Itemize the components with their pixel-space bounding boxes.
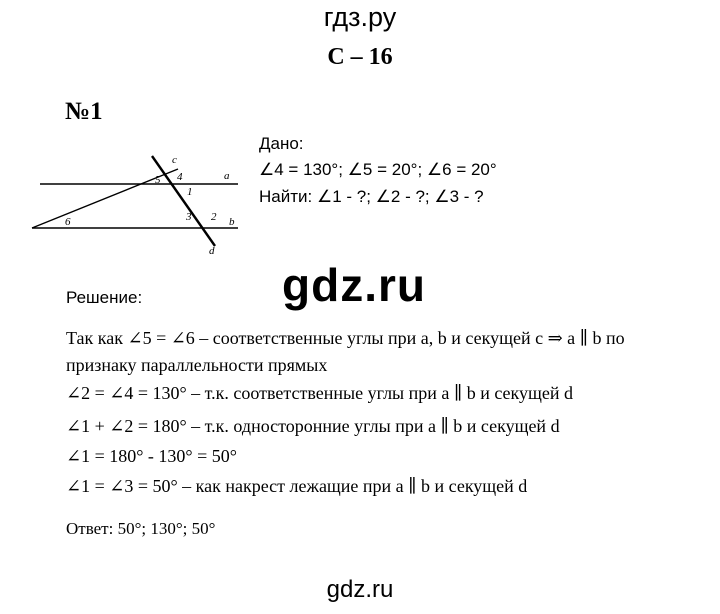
site-footer-text: gdz.ru bbox=[326, 576, 394, 603]
angle-label-2: 2 bbox=[211, 211, 217, 223]
solution-line: ∠1 = ∠3 = 50° – как накрест лежащие при a ∥ b и секущей d bbox=[66, 476, 528, 496]
label-d: d bbox=[209, 245, 215, 257]
secant-d bbox=[152, 156, 215, 246]
answer-text: Ответ: 50°; 130°; 50° bbox=[66, 519, 216, 538]
label-a: a bbox=[224, 170, 230, 182]
solution-line: ∠1 = 180° - 130° = 50° bbox=[66, 446, 237, 466]
find-values: Найти: ∠1 - ?; ∠2 - ?; ∠3 - ? bbox=[259, 187, 484, 206]
angle-label-3: 3 bbox=[186, 211, 192, 223]
solution-line: признаку параллельности прямых bbox=[66, 355, 328, 375]
watermark: gdz.ru bbox=[282, 259, 426, 311]
task-number: №1 bbox=[65, 98, 103, 125]
angle-label-1: 1 bbox=[187, 186, 193, 198]
angle-label-5: 5 bbox=[155, 174, 161, 186]
page-title: С – 16 bbox=[327, 44, 393, 70]
solution-label: Решение: bbox=[66, 288, 143, 307]
angle-label-6: 6 bbox=[65, 216, 71, 228]
solution-line: Так как ∠5 = ∠6 – соответственные углы при a, b и секущей c ⇒ a ∥ b по bbox=[66, 328, 625, 348]
given-values: ∠4 = 130°; ∠5 = 20°; ∠6 = 20° bbox=[259, 160, 497, 179]
label-b: b bbox=[229, 216, 235, 228]
angle-label-4: 4 bbox=[177, 171, 183, 183]
label-c: c bbox=[172, 154, 177, 166]
solution-line: ∠1 + ∠2 = 180° – т.к. односторонние углы при a ∥ b и секущей d bbox=[66, 416, 560, 436]
site-header-text: гдз.ру bbox=[323, 2, 397, 32]
given-label: Дано: bbox=[259, 134, 304, 153]
solution-line: ∠2 = ∠4 = 130° – т.к. соответственные углы при a ∥ b и секущей d bbox=[66, 383, 574, 403]
geometry-figure bbox=[28, 150, 243, 260]
